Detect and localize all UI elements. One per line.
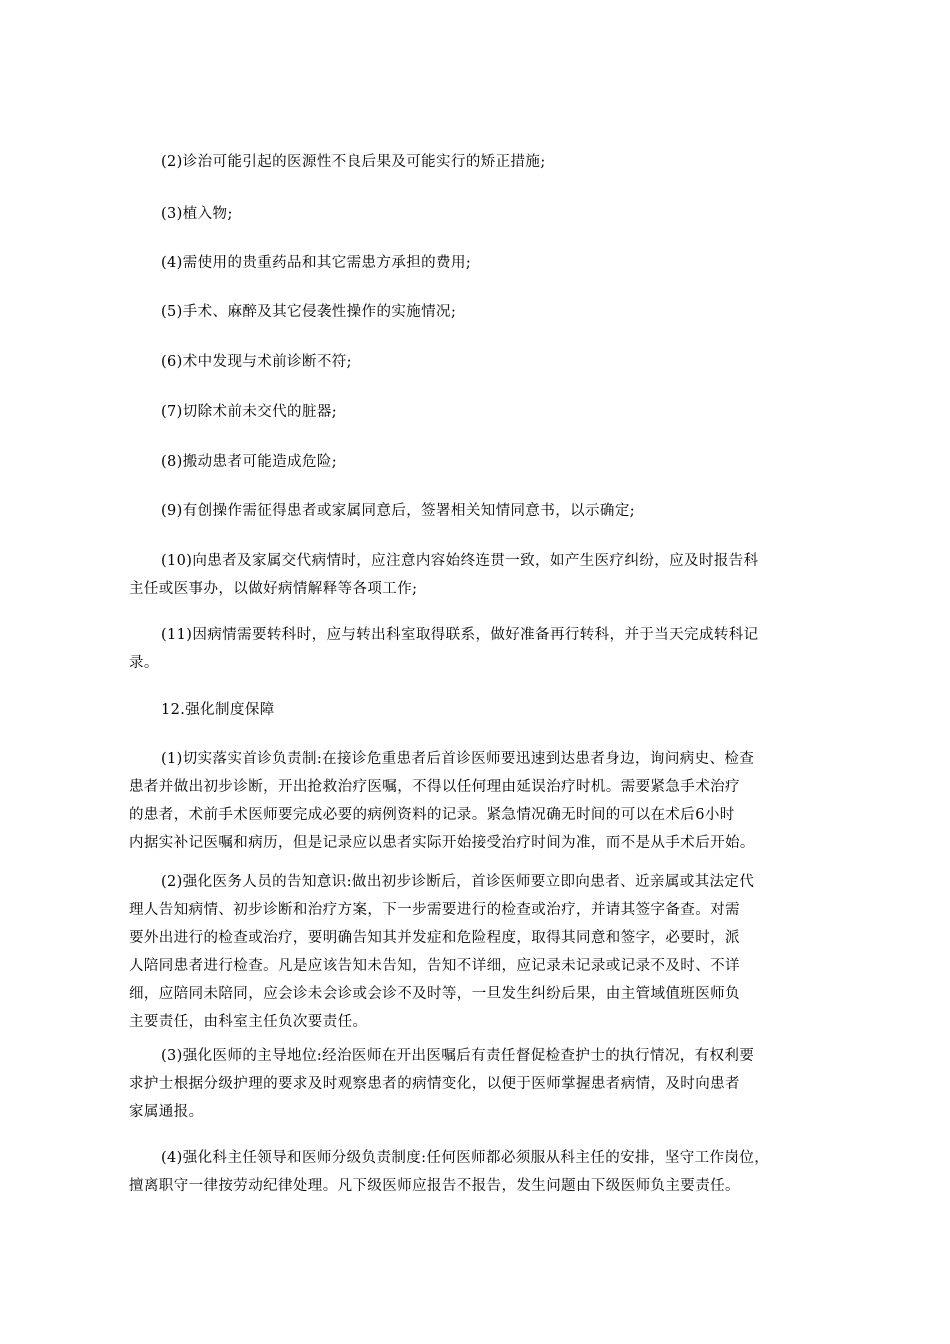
paragraph-item-5: [145, 298, 810, 326]
text-line: 家属通报。: [129, 1104, 204, 1120]
paragraph-department-director: [129, 1144, 810, 1200]
section-heading-12: [145, 696, 810, 724]
paragraph-item-8: [145, 448, 810, 476]
text-line: 擅离职守一律按劳动纪律处理。凡下级医师应报告不报告，发生问题由下级医师负主要责任。: [129, 1178, 740, 1194]
text-line: (3)强化医师的主导地位:经治医师在开出医嘱后有责任督促检查护士的执行情况，有权利要: [161, 1048, 755, 1064]
paragraph-physician-leading-role: [129, 1042, 810, 1126]
text-line: (9)有创操作需征得患者或家属同意后，签署相关知情同意书，以示确定;: [161, 503, 636, 519]
text-line: (4)强化科主任领导和医师分级负责制度:任何医师都必须服从科主任的安排，坚守工作岗位，: [161, 1150, 770, 1166]
text-line: (11)因病情需要转科时，应与转出科室取得联系，做好准备再行转科，并于当天完成转科记: [161, 627, 759, 643]
text-line: 内据实补记医嘱和病历，但是记录应以患者实际开始接受治疗时间为准，而不是从手术后开始。: [129, 835, 755, 851]
text-line: 理人告知病情、初步诊断和治疗方案，下一步需要进行的检查或治疗，并请其签字备查。对需: [129, 902, 740, 918]
paragraph-item-7: [145, 398, 810, 426]
text-line: 要外出进行的检查或治疗，要明确告知其并发症和危险程度，取得其同意和签字，必要时，派: [129, 930, 740, 946]
text-line: (5)手术、麻醉及其它侵袭性操作的实施情况;: [161, 304, 457, 320]
text-line: 录。: [129, 655, 159, 671]
paragraph-item-11: [129, 621, 810, 677]
text-line: (4)需使用的贵重药品和其它需患方承担的费用;: [161, 255, 472, 271]
text-line: 的患者，术前手术医师要完成必要的病例资料的记录。紧急情况确无时间的可以在术后6小时: [129, 807, 735, 823]
paragraph-item-6: [145, 348, 810, 376]
text-line: 患者并做出初步诊断，开出抢救治疗医嘱，不得以任何理由延误治疗时机。需要紧急手术治疗: [129, 779, 740, 795]
text-line: 主任或医事办，以做好病情解释等各项工作;: [129, 581, 418, 597]
text-line: (1)切实落实首诊负责制:在接诊危重患者后首诊医师要迅速到达患者身边，询问病史、检查: [161, 751, 755, 767]
text-line: (6)术中发现与术前诊断不符;: [161, 354, 352, 370]
text-line: (3)植入物;: [161, 206, 233, 222]
text-line: 求护士根据分级护理的要求及时观察患者的病情变化，以便于医师掌握患者病情，及时向患者: [129, 1076, 740, 1092]
paragraph-item-4: [145, 249, 810, 277]
text-line: 12.强化制度保障: [161, 702, 275, 718]
text-line: 细，应陪同未陪同，应会诊未会诊或会诊不及时等，一旦发生纠纷后果，由主管域值班医师负: [129, 986, 740, 1002]
text-line: (7)切除术前未交代的脏器;: [161, 404, 338, 420]
paragraph-notification-awareness: [129, 868, 810, 1036]
paragraph-item-10: [129, 547, 810, 603]
paragraph-item-9: [145, 497, 810, 525]
text-line: (2)强化医务人员的告知意识:做出初步诊断后，首诊医师要立即向患者、近亲属或其法定代: [161, 874, 755, 890]
text-line: (2)诊治可能引起的医源性不良后果及可能实行的矫正措施;: [161, 154, 546, 170]
paragraph-item-2: [145, 148, 810, 176]
text-line: (8)搬动患者可能造成危险;: [161, 454, 338, 470]
paragraph-first-visit-responsibility: [129, 745, 810, 857]
text-line: 人陪同患者进行检查。凡是应该告知未告知，告知不详细，应记录未记录或记录不及时、不详: [129, 958, 740, 974]
text-line: 主要责任，由科室主任负次要责任。: [129, 1014, 368, 1030]
paragraph-item-3: [145, 200, 810, 228]
text-line: (10)向患者及家属交代病情时，应注意内容始终连贯一致，如产生医疗纠纷，应及时报告科: [161, 553, 759, 569]
